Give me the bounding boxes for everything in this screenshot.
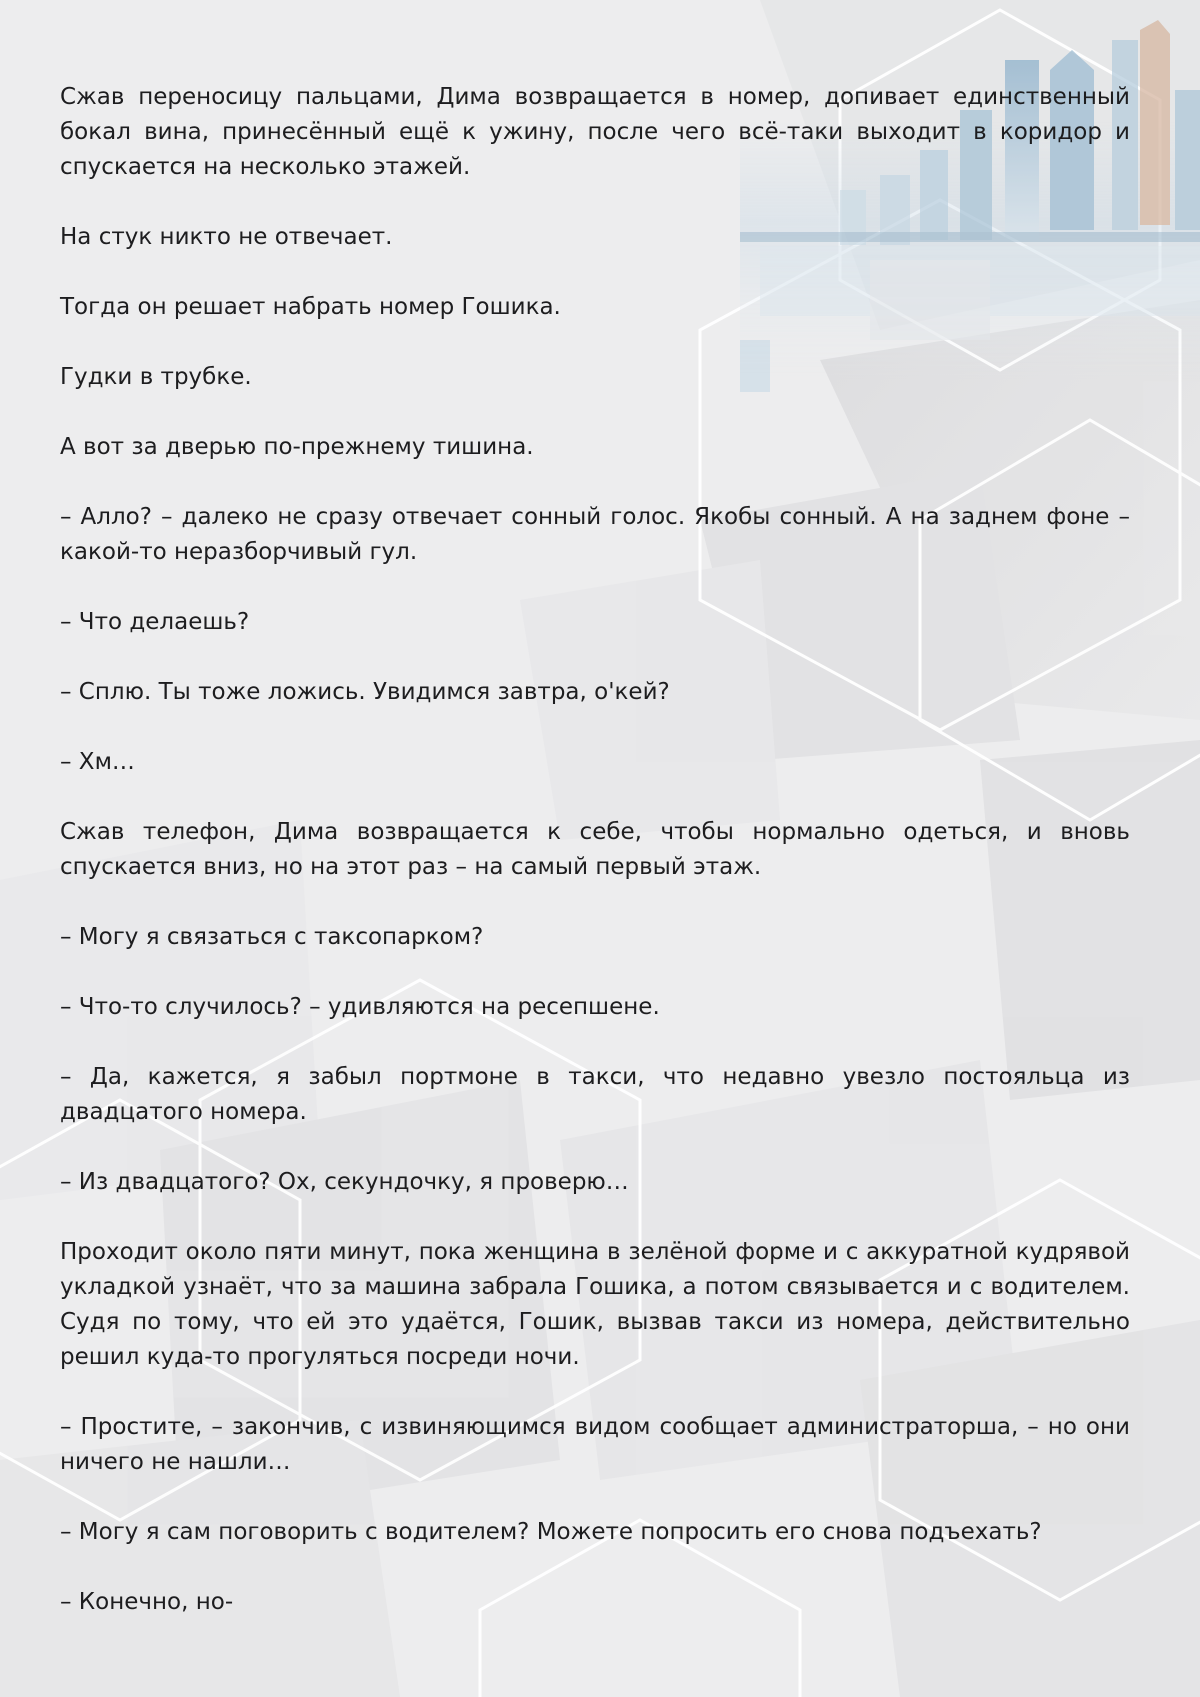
paragraph-3: Тогда он решает набрать номер Гошика.: [60, 294, 561, 320]
paragraph-12: – Что-то случилось? – удивляются на ресепшене.: [60, 994, 660, 1020]
paragraph-1: Сжав переносицу пальцами, Дима возвращается в номер, допивает единственный бокал вина, принесённый ещё к ужину, после чего всё-таки выходит в коридор и спускается на несколько этажей.: [60, 84, 1130, 180]
paragraph-15: Проходит около пяти минут, пока женщина в зелёной форме и с аккуратной кудрявой укладкой узнаёт, что за машина забрала Гошика, а потом связывается и с водителем. Судя по тому, что ей это удаётся, Гошик, вызвав такси из номера, действительно решил куда-то прогуляться посреди ночи.: [60, 1239, 1130, 1370]
paragraph-8: – Сплю. Ты тоже ложись. Увидимся завтра, о'кей?: [60, 679, 670, 705]
paragraph-11: – Могу я связаться с таксопарком?: [60, 924, 484, 950]
paragraph-13: – Да, кажется, я забыл портмоне в такси, что недавно увезло постояльца из двадцатого номера.: [60, 1064, 1130, 1125]
paragraph-2: На стук никто не отвечает.: [60, 224, 393, 250]
document-body: [60, 80, 1130, 1655]
paragraph-16: – Простите, – закончив, с извиняющимся видом сообщает администраторша, – но они ничего не нашли…: [60, 1414, 1130, 1475]
paragraph-5: А вот за дверью по-прежнему тишина.: [60, 434, 534, 460]
paragraph-18: – Конечно, но-: [60, 1589, 234, 1615]
paragraph-17: – Могу я сам поговорить с водителем? Можете попросить его снова подъехать?: [60, 1519, 1042, 1545]
paragraph-4: Гудки в трубке.: [60, 364, 252, 390]
paragraph-14: – Из двадцатого? Ох, секундочку, я проверю…: [60, 1169, 629, 1195]
paragraph-7: – Что делаешь?: [60, 609, 250, 635]
paragraph-9: – Хм…: [60, 749, 135, 775]
paragraph-6: – Алло? – далеко не сразу отвечает сонный голос. Якобы сонный. А на заднем фоне – какой-то неразборчивый гул.: [60, 504, 1130, 565]
paragraph-10: Сжав телефон, Дима возвращается к себе, чтобы нормально одеться, и вновь спускается вниз, но на этот раз – на самый первый этаж.: [60, 819, 1130, 880]
